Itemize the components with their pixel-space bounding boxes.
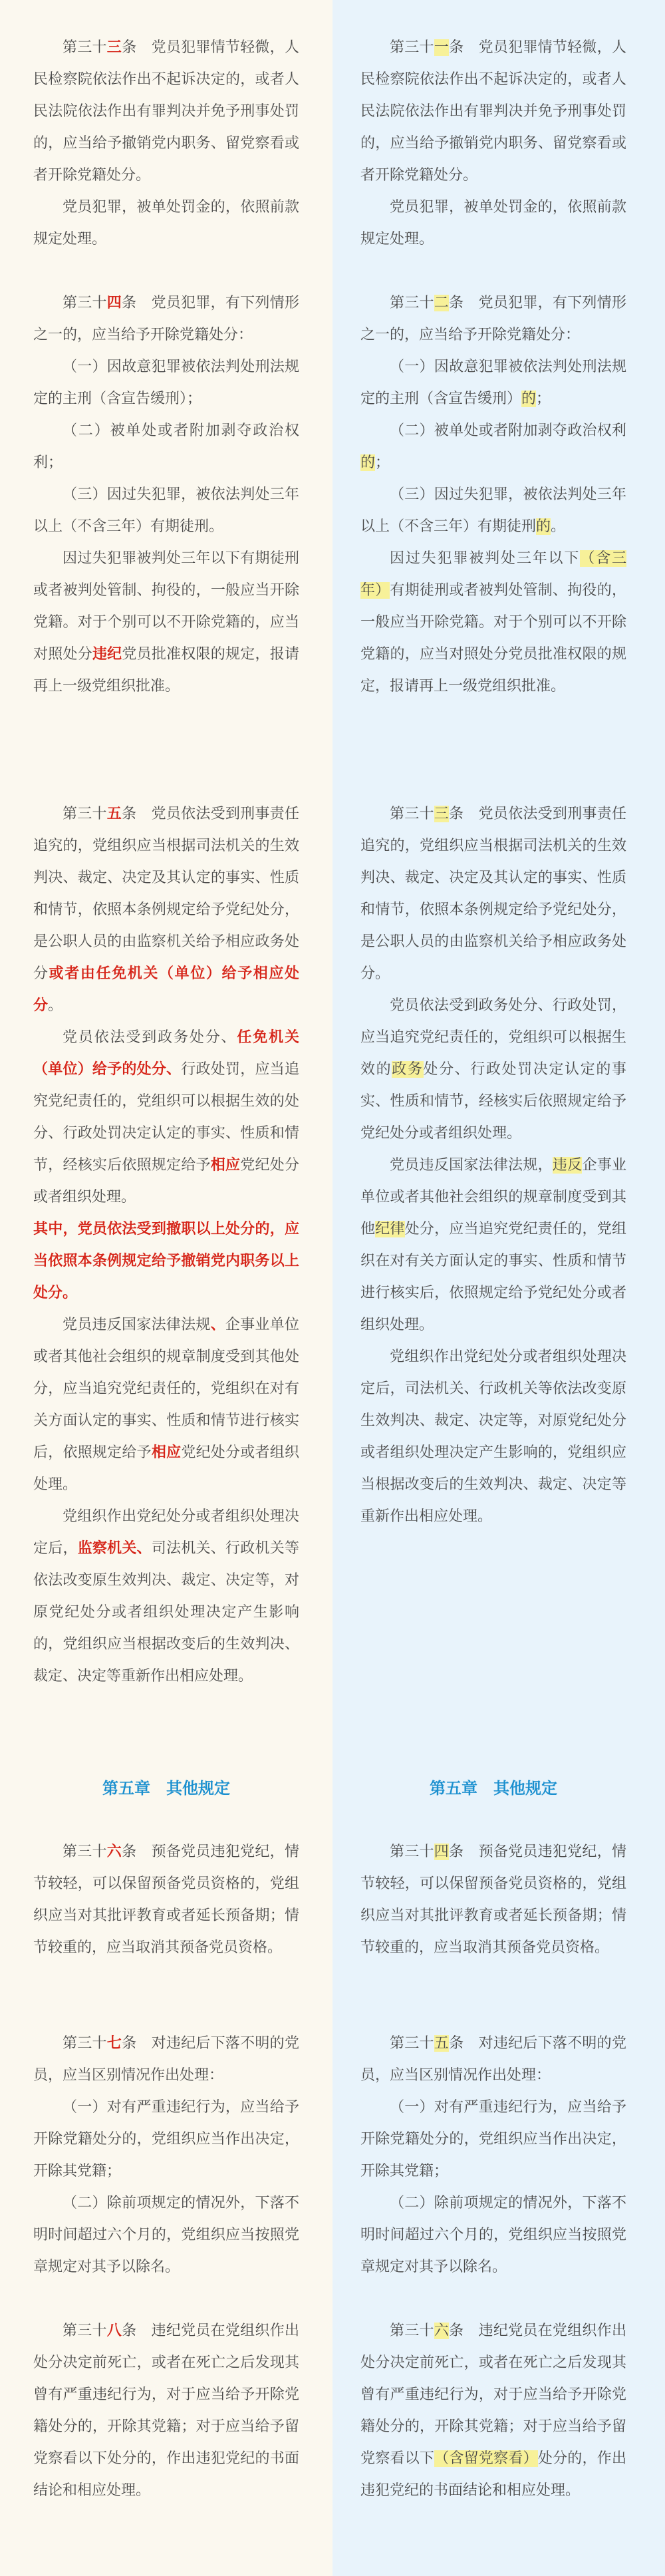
chapter-heading: 第五章 其他规定 <box>430 1779 557 1798</box>
article-paragraph: 第三十三条 党员依法受到刑事责任追究的，党组织应当根据司法机关的生效判决、裁定、决定及其认定的事实、性质和情节，依照本条例规定给予党纪处分，是公职人员的由监察机关给予相应政务处分。 <box>360 806 626 982</box>
article-paragraph: 第三十八条 违纪党员在党组织作出处分决定前死亡，或者在死亡之后发现其曾有严重违纪行为，对于应当给予开除党籍处分的，开除其党籍；对于应当给予留党察看以下处分的，作出违犯党纪的书面结论和相应处理。 <box>33 2323 299 2499</box>
article-paragraph: 其中，党员依法受到撤职以上处分的，应当依照本条例规定给予撤销党内职务以上处分。 <box>33 1221 299 1301</box>
article-item: （三）因过失犯罪，被依法判处三年以上（不含三年）有期徒刑。 <box>33 486 299 535</box>
article-paragraph: 党员犯罪，被单处罚金的，依照前款规定处理。 <box>360 199 626 247</box>
article-paragraph: 党组织作出党纪处分或者组织处理决定后，司法机关、行政机关等依法改变原生效判决、裁定、决定等，对原党纪处分或者组织处理决定产生影响的，党组织应当根据改变后的生效判决、裁定、决定等重新作出相应处理。 <box>360 1349 626 1525</box>
article-paragraph: 第三十一条 党员犯罪情节轻微，人民检察院依法作出不起诉决定的，或者人民法院依法作出有罪判决并免予刑事处罚的，应当给予撤销党内职务、留党察看或者开除党籍处分。 <box>360 39 626 184</box>
article-item: （二）被单处或者附加剥夺政治权利的； <box>360 422 626 471</box>
right-article-31 <box>360 32 626 255</box>
article-paragraph: 第三十四条 党员犯罪，有下列情形之一的，应当给予开除党籍处分： <box>33 295 299 343</box>
article-paragraph: 党员违反国家法律法规，违反企事业单位或者其他社会组织的规章制度受到其他纪律处分，应当追究党纪责任的，党组织在对有关方面认定的事实、性质和情节进行核实后，依照规定给予党纪处分或者组织处理。 <box>360 1157 626 1333</box>
article-paragraph: 党员依法受到政务处分、行政处罚，应当追究党纪责任的，党组织可以根据生效的政务处分、行政处罚决定认定的事实、性质和情节，经核实后依照规定给予党纪处分或者组织处理。 <box>360 997 626 1142</box>
left-article-33 <box>33 32 299 255</box>
article-paragraph: 因过失犯罪被判处三年以下（含三年）有期徒刑或者被判处管制、拘役的，一般应当开除党籍。对于个别可以不开除党籍的，应当对照处分党员批准权限的规定，报请再上一级党组织批准。 <box>360 550 626 695</box>
article-item: （一）因故意犯罪被依法判处刑法规定的主刑（含宣告缓刑）的； <box>360 359 626 407</box>
article-item: （一）对有严重违纪行为，应当给予开除党籍处分的，党组织应当作出决定，开除其党籍； <box>360 2099 626 2179</box>
article-item: （一）对有严重违纪行为，应当给予开除党籍处分的，党组织应当作出决定，开除其党籍； <box>33 2099 299 2179</box>
article-item: （三）因过失犯罪，被依法判处三年以上（不含三年）有期徒刑的。 <box>360 486 626 535</box>
article-paragraph: 第三十七条 对违纪后下落不明的党员，应当区别情况作出处理： <box>33 2035 299 2084</box>
article-paragraph: 第三十二条 党员犯罪，有下列情形之一的，应当给予开除党籍处分： <box>360 295 626 343</box>
right-article-32 <box>360 287 626 703</box>
right-article-36 <box>360 2315 626 2507</box>
left-article-37 <box>33 2028 299 2283</box>
article-paragraph: 第三十四条 预备党员违犯党纪，情节较轻，可以保留预备党员资格的，党组织应当对其批评教育或者延长预备期；情节较重的，应当取消其预备党员资格。 <box>360 1844 626 1956</box>
article-paragraph: 第三十五条 对违纪后下落不明的党员，应当区别情况作出处理： <box>360 2035 626 2084</box>
article-item: （二）除前项规定的情况外，下落不明时间超过六个月的，党组织应当按照党章规定对其予以除名。 <box>360 2195 626 2275</box>
article-paragraph: 第三十六条 预备党员违犯党纪，情节较轻，可以保留预备党员资格的，党组织应当对其批评教育或者延长预备期；情节较重的，应当取消其预备党员资格。 <box>33 1844 299 1956</box>
article-paragraph: 党员依法受到政务处分、任免机关（单位）给予的处分、行政处罚，应当追究党纪责任的，党组织可以根据生效的处分、行政处罚决定认定的事实、性质和情节，经核实后依照规定给予相应党纪处分或者组织处理。 <box>33 1029 299 1206</box>
article-paragraph: 第三十六条 违纪党员在党组织作出处分决定前死亡，或者在死亡之后发现其曾有严重违纪行为，对于应当给予开除党籍处分的，开除其党籍；对于应当给予留党察看以下（含留党察看）处分的，作出违犯党纪的书面结论和相应处理。 <box>360 2323 626 2499</box>
article-item: （二）除前项规定的情况外，下落不明时间超过六个月的，党组织应当按照党章规定对其予以除名。 <box>33 2195 299 2275</box>
article-paragraph: 党员违反国家法律法规、企事业单位或者其他社会组织的规章制度受到其他处分，应当追究党纪责任的，党组织在对有关方面认定的事实、性质和情节进行核实后，依照规定给予相应党纪处分或者组织处理。 <box>33 1317 299 1493</box>
left-article-36 <box>33 1836 299 1964</box>
left-article-38 <box>33 2315 299 2507</box>
right-article-33 <box>360 798 626 1533</box>
article-item: （一）因故意犯罪被依法判处刑法规定的主刑（含宣告缓刑）； <box>33 359 299 407</box>
right-article-35 <box>360 2028 626 2283</box>
chapter-heading: 第五章 其他规定 <box>102 1779 230 1798</box>
article-paragraph: 因过失犯罪被判处三年以下有期徒刑或者被判处管制、拘役的，一般应当开除党籍。对于个别可以不开除党籍的，应当对照处分违纪党员批准权限的规定，报请再上一级党组织批准。 <box>33 550 299 695</box>
article-item: （二）被单处或者附加剥夺政治权利； <box>33 422 299 471</box>
left-article-35 <box>33 798 299 1692</box>
article-paragraph: 第三十五条 党员依法受到刑事责任追究的，党组织应当根据司法机关的生效判决、裁定、决定及其认定的事实、性质和情节，依照本条例规定给予党纪处分，是公职人员的由监察机关给予相应政务处分或者由任免机关（单位）给予相应处分。 <box>33 806 299 1014</box>
article-paragraph: 党组织作出党纪处分或者组织处理决定后，监察机关、司法机关、行政机关等依法改变原生效判决、裁定、决定等，对原党纪处分或者组织处理决定产生影响的，党组织应当根据改变后的生效判决、裁定、决定等重新作出相应处理。 <box>33 1508 299 1685</box>
left-article-34 <box>33 287 299 703</box>
right-article-34 <box>360 1836 626 1964</box>
article-paragraph: 党员犯罪，被单处罚金的，依照前款规定处理。 <box>33 199 299 247</box>
article-paragraph: 第三十三条 党员犯罪情节轻微，人民检察院依法作出不起诉决定的，或者人民法院依法作出有罪判决并免予刑事处罚的，应当给予撤销党内职务、留党察看或者开除党籍处分。 <box>33 39 299 184</box>
